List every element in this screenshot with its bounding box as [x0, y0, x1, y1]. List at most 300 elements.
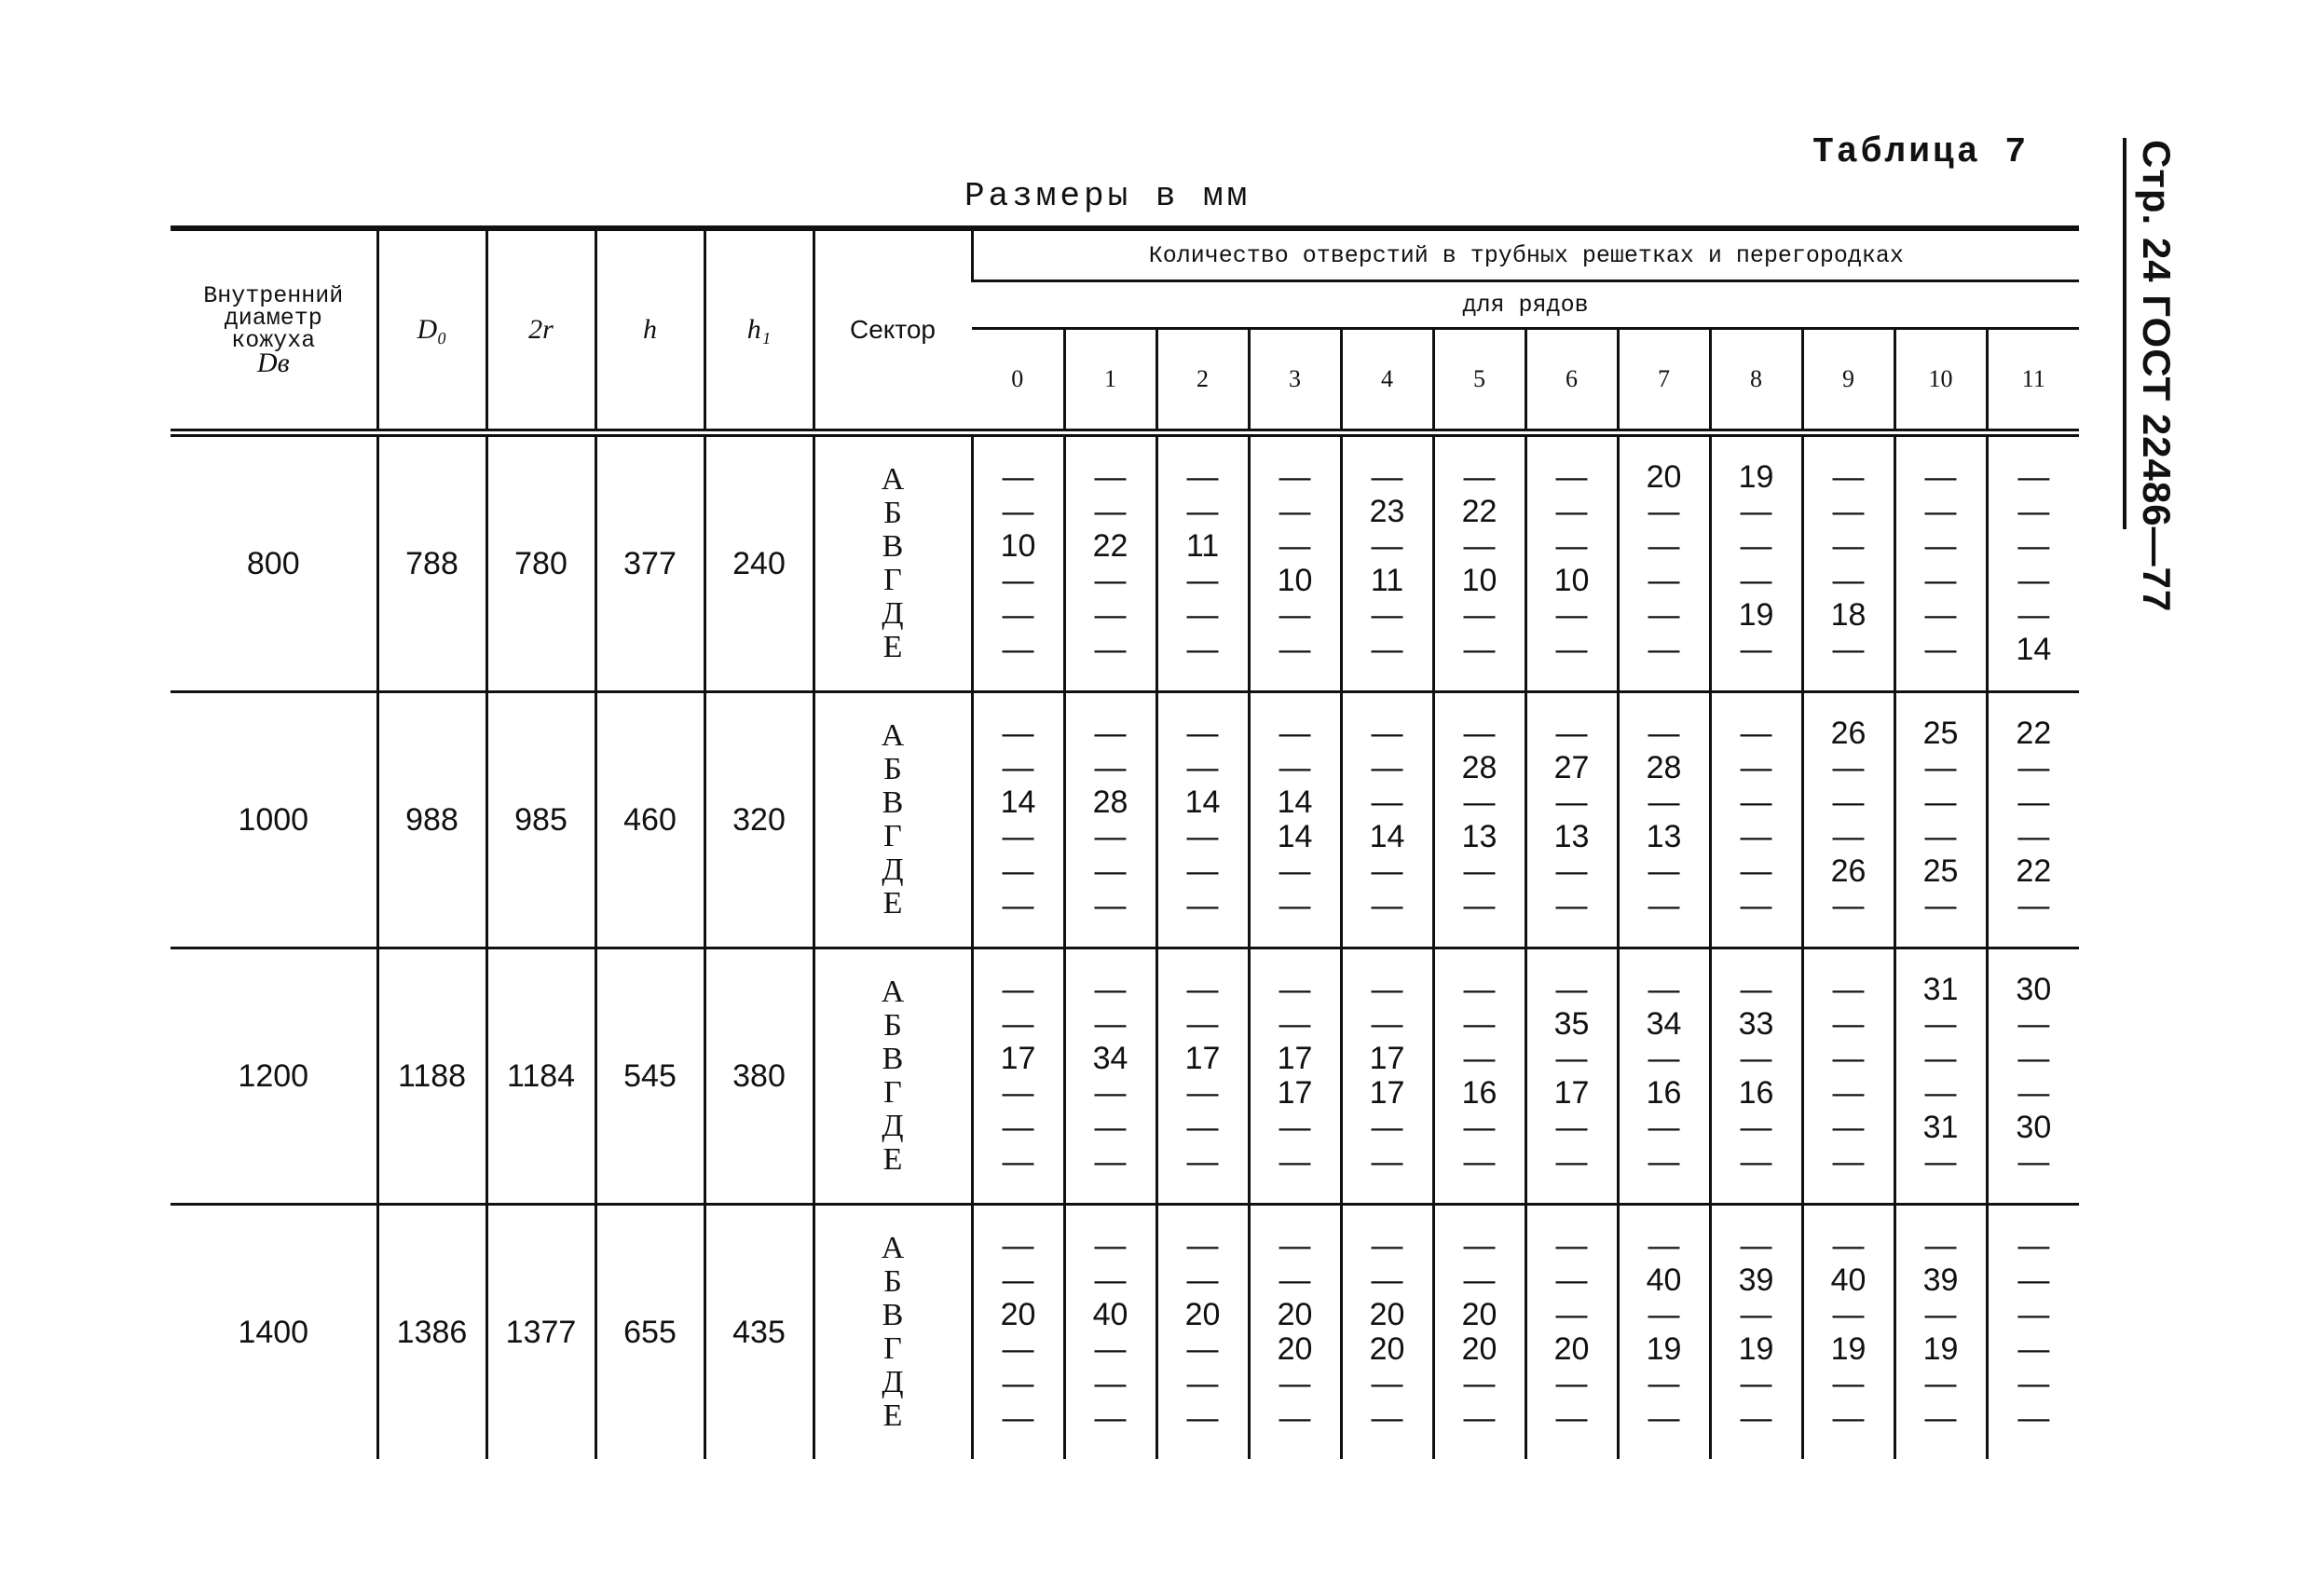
hole-count: —	[1002, 716, 1034, 751]
hole-count: —	[1463, 1262, 1496, 1298]
hole-count: 27	[1553, 750, 1590, 785]
hole-count: —	[1555, 784, 1588, 820]
hole-count: —	[1924, 819, 1957, 854]
sector-letter: Б	[883, 1008, 902, 1043]
hole-count: —	[1002, 1262, 1034, 1298]
hole-count: —	[1555, 716, 1588, 751]
hole-count: —	[1648, 563, 1680, 598]
hole-count: —	[2017, 1041, 2050, 1076]
hole-count: —	[1555, 888, 1588, 923]
hole-count: —	[1740, 563, 1772, 598]
hole-count: —	[1279, 750, 1311, 785]
hole-count: 23	[1369, 494, 1405, 529]
hole-count: —	[1094, 1006, 1127, 1042]
hole-count: 19	[1738, 1331, 1774, 1367]
header-row-number: 7	[1618, 329, 1710, 433]
cell-h1: 240	[704, 433, 814, 692]
page-side-reference: Стр. 24 ГОСТ 22486—77	[2135, 140, 2179, 613]
hole-count: —	[1463, 1041, 1496, 1076]
cell-diameter: 1200	[171, 948, 377, 1205]
header-row-number: 5	[1433, 329, 1525, 433]
hole-count: —	[1279, 1262, 1311, 1298]
hole-count: 20	[1646, 459, 1682, 495]
hole-count: —	[2017, 819, 2050, 854]
header-row-number: 3	[1249, 329, 1341, 433]
cell-holes-row-9	[1802, 1205, 1894, 1460]
hole-count: —	[1371, 459, 1403, 495]
hole-count: —	[1832, 1006, 1865, 1042]
cell-holes-row-1	[1064, 1205, 1156, 1460]
hole-count: —	[1002, 1400, 1034, 1436]
hole-count: —	[1279, 494, 1311, 529]
hole-count: —	[1279, 632, 1311, 667]
hole-count: —	[1002, 1331, 1034, 1367]
hole-count: —	[1186, 819, 1219, 854]
cell-holes-row-1	[1064, 692, 1156, 948]
hole-count: —	[2017, 1006, 2050, 1042]
hole-count: —	[1648, 972, 1680, 1007]
sector-letter: В	[882, 785, 904, 820]
cell-holes-row-11	[1987, 948, 2079, 1205]
sector-letter: Е	[882, 1142, 903, 1177]
hole-count: 31	[1922, 972, 1959, 1007]
hole-count: 19	[1830, 1331, 1867, 1367]
hole-count: —	[1924, 1228, 1957, 1263]
hole-count: —	[1279, 888, 1311, 923]
hole-count: —	[1186, 1110, 1219, 1145]
cell-holes-row-2	[1156, 692, 1249, 948]
cell-holes-row-6	[1525, 692, 1618, 948]
hole-count: 28	[1646, 750, 1682, 785]
hole-count: —	[1740, 1366, 1772, 1401]
header-diameter: Внутренний диаметр кожуха Dв	[171, 228, 377, 433]
cell-holes-row-4	[1341, 692, 1433, 948]
cell-holes-row-2	[1156, 433, 1249, 692]
hole-count: —	[1186, 1228, 1219, 1263]
hole-count: 10	[1277, 563, 1313, 598]
hole-count: 18	[1830, 597, 1867, 633]
cell-holes-row-10	[1894, 692, 1987, 948]
hole-count: —	[1094, 1110, 1127, 1145]
hole-count: —	[1002, 459, 1034, 495]
hole-count: —	[1740, 528, 1772, 564]
hole-count: —	[2017, 1400, 2050, 1436]
hole-count: —	[2017, 784, 2050, 820]
hole-count: —	[1371, 1228, 1403, 1263]
hole-count: —	[1279, 1006, 1311, 1042]
sector-letter: А	[881, 975, 905, 1009]
hole-count: —	[1002, 1075, 1034, 1111]
hole-count: —	[1371, 1262, 1403, 1298]
hole-count: 14	[2016, 632, 2052, 667]
hole-count: —	[1555, 459, 1588, 495]
hole-count: —	[1371, 597, 1403, 633]
hole-count: —	[2017, 1297, 2050, 1332]
hole-count: 26	[1830, 716, 1867, 751]
cell-sector	[814, 692, 972, 948]
hole-count: 39	[1738, 1262, 1774, 1298]
sector-letter: Б	[883, 752, 902, 786]
hole-count: 40	[1646, 1262, 1682, 1298]
header-holes-title: Количество отверстий в трубных решетках и перегородках	[972, 228, 2079, 281]
hole-count: —	[1648, 597, 1680, 633]
hole-count: —	[1371, 853, 1403, 889]
table-header	[171, 228, 2079, 433]
hole-count: —	[1832, 1297, 1865, 1332]
hole-count: —	[1832, 528, 1865, 564]
hole-count: —	[1371, 632, 1403, 667]
hole-count: —	[1094, 597, 1127, 633]
cell-holes-row-5	[1433, 433, 1525, 692]
hole-count: —	[1463, 1110, 1496, 1145]
hole-count: —	[1924, 1366, 1957, 1401]
cell-holes-row-8	[1710, 692, 1802, 948]
cell-holes-row-0	[972, 1205, 1064, 1460]
hole-count: 25	[1922, 853, 1959, 889]
units-label: Размеры в мм	[964, 177, 1251, 215]
hole-count: —	[1094, 972, 1127, 1007]
hole-count: —	[1002, 632, 1034, 667]
hole-count: —	[2017, 888, 2050, 923]
hole-count: —	[1555, 1297, 1588, 1332]
dimensions-table	[171, 225, 2079, 1459]
cell-holes-row-9	[1802, 433, 1894, 692]
header-row-number: 8	[1710, 329, 1802, 433]
hole-count: —	[1832, 1400, 1865, 1436]
hole-count: 11	[1370, 563, 1404, 598]
hole-count: —	[1555, 1144, 1588, 1180]
cell-holes-row-8	[1710, 1205, 1802, 1460]
hole-count: —	[1740, 1297, 1772, 1332]
hole-count: —	[1555, 1041, 1588, 1076]
hole-count: 34	[1092, 1041, 1128, 1076]
hole-count: —	[2017, 1144, 2050, 1180]
hole-count: —	[1094, 853, 1127, 889]
cell-h1: 435	[704, 1205, 814, 1460]
sector-letter: Б	[883, 1264, 902, 1299]
hole-count: —	[1186, 563, 1219, 598]
cell-holes-row-5	[1433, 1205, 1525, 1460]
hole-count: 14	[1277, 784, 1313, 820]
sector-letter: А	[881, 462, 905, 497]
header-d0: D₀	[377, 228, 486, 433]
hole-count: —	[1924, 1297, 1957, 1332]
hole-count: —	[1555, 632, 1588, 667]
hole-count: —	[1371, 528, 1403, 564]
hole-count: 19	[1738, 459, 1774, 495]
cell-holes-row-11	[1987, 1205, 2079, 1460]
hole-count: 17	[1553, 1075, 1590, 1111]
hole-count: 20	[1000, 1297, 1036, 1332]
hole-count: —	[1648, 1041, 1680, 1076]
hole-count: —	[1002, 972, 1034, 1007]
hole-count: —	[1094, 1262, 1127, 1298]
hole-count: —	[1740, 1144, 1772, 1180]
hole-count: —	[1924, 459, 1957, 495]
cell-holes-row-3	[1249, 1205, 1341, 1460]
table-body	[171, 433, 2079, 1460]
hole-count: —	[1186, 716, 1219, 751]
hole-count: —	[1648, 888, 1680, 923]
hole-count: 14	[1000, 784, 1036, 820]
hole-count: 16	[1738, 1075, 1774, 1111]
hole-count: —	[1740, 632, 1772, 667]
hole-count: —	[1832, 972, 1865, 1007]
cell-holes-row-1	[1064, 948, 1156, 1205]
hole-count: 39	[1922, 1262, 1959, 1298]
hole-count: 20	[1277, 1331, 1313, 1367]
table-row	[171, 433, 2079, 692]
cell-holes-row-7	[1618, 692, 1710, 948]
hole-count: 13	[1646, 819, 1682, 854]
hole-count: 26	[1830, 853, 1867, 889]
hole-count: —	[1740, 1228, 1772, 1263]
hole-count: —	[1832, 1366, 1865, 1401]
hole-count: —	[1279, 528, 1311, 564]
hole-count: —	[1740, 750, 1772, 785]
hole-count: —	[1002, 819, 1034, 854]
sector-letter: В	[882, 1042, 904, 1076]
hole-count: —	[1002, 888, 1034, 923]
hole-count: —	[1648, 853, 1680, 889]
sector-letter: Г	[883, 1331, 902, 1366]
hole-count: —	[1279, 853, 1311, 889]
hole-count: —	[1648, 1110, 1680, 1145]
hole-count: —	[1924, 784, 1957, 820]
hole-count: 19	[1738, 597, 1774, 633]
hole-count: —	[1186, 888, 1219, 923]
hole-count: —	[1463, 632, 1496, 667]
hole-count: —	[1832, 750, 1865, 785]
hole-count: —	[2017, 494, 2050, 529]
hole-count: —	[1371, 1006, 1403, 1042]
hole-count: —	[1463, 1144, 1496, 1180]
hole-count: —	[1463, 716, 1496, 751]
hole-count: —	[1924, 888, 1957, 923]
header-sector: Сектор	[814, 228, 972, 433]
cell-holes-row-7	[1618, 433, 1710, 692]
cell-d0: 788	[377, 433, 486, 692]
hole-count: 30	[2016, 972, 2052, 1007]
sector-letter: Д	[882, 853, 904, 887]
cell-h: 545	[595, 948, 704, 1205]
table-row	[171, 692, 2079, 948]
hole-count: —	[1740, 1110, 1772, 1145]
hole-count: —	[1186, 1262, 1219, 1298]
sector-letter: Е	[882, 886, 903, 921]
hole-count: —	[1371, 1144, 1403, 1180]
hole-count: —	[2017, 1228, 2050, 1263]
hole-count: —	[1279, 972, 1311, 1007]
cell-holes-row-0	[972, 948, 1064, 1205]
hole-count: 11	[1185, 528, 1220, 564]
header-row-number: 6	[1525, 329, 1618, 433]
header-row-number: 1	[1064, 329, 1156, 433]
hole-count: 17	[1369, 1041, 1405, 1076]
hole-count: —	[1279, 1400, 1311, 1436]
cell-2r: 1184	[486, 948, 595, 1205]
hole-count: 20	[1461, 1331, 1497, 1367]
cell-diameter: 1400	[171, 1205, 377, 1460]
hole-count: —	[1186, 1075, 1219, 1111]
hole-count: 28	[1092, 784, 1128, 820]
hole-count: —	[1648, 784, 1680, 820]
hole-count: 22	[1461, 494, 1497, 529]
hole-count: —	[1463, 1366, 1496, 1401]
cell-diameter: 800	[171, 433, 377, 692]
cell-holes-row-11	[1987, 692, 2079, 948]
header-row-number: 11	[1987, 329, 2079, 433]
hole-count: —	[1648, 632, 1680, 667]
hole-count: —	[1463, 459, 1496, 495]
hole-count: —	[1924, 1144, 1957, 1180]
hole-count: —	[1094, 1144, 1127, 1180]
hole-count: —	[1279, 716, 1311, 751]
hole-count: 30	[2016, 1110, 2052, 1145]
hole-count: —	[1463, 853, 1496, 889]
hole-count: —	[1555, 528, 1588, 564]
hole-count: 34	[1646, 1006, 1682, 1042]
table-row	[171, 1205, 2079, 1460]
cell-d0: 988	[377, 692, 486, 948]
cell-diameter: 1000	[171, 692, 377, 948]
cell-holes-row-3	[1249, 948, 1341, 1205]
cell-sector	[814, 433, 972, 692]
cell-holes-row-9	[1802, 948, 1894, 1205]
hole-count: —	[2017, 459, 2050, 495]
hole-count: —	[1002, 1006, 1034, 1042]
hole-count: 17	[1277, 1075, 1313, 1111]
header-row-number: 0	[972, 329, 1064, 433]
hole-count: —	[1648, 494, 1680, 529]
hole-count: —	[1279, 1144, 1311, 1180]
hole-count: 20	[1277, 1297, 1313, 1332]
hole-count: —	[2017, 1075, 2050, 1111]
hole-count: —	[1094, 459, 1127, 495]
hole-count: —	[1094, 1331, 1127, 1367]
hole-count: —	[1832, 888, 1865, 923]
hole-count: —	[1371, 888, 1403, 923]
header-row-number: 4	[1341, 329, 1433, 433]
hole-count: —	[1924, 1400, 1957, 1436]
hole-count: —	[1186, 750, 1219, 785]
hole-count: —	[1094, 888, 1127, 923]
hole-count: 16	[1646, 1075, 1682, 1111]
hole-count: 35	[1553, 1006, 1590, 1042]
cell-holes-row-0	[972, 433, 1064, 692]
hole-count: 33	[1738, 1006, 1774, 1042]
hole-count: —	[1002, 1366, 1034, 1401]
hole-count: —	[1463, 784, 1496, 820]
hole-count: 40	[1092, 1297, 1128, 1332]
hole-count: 20	[1369, 1297, 1405, 1332]
hole-count: 17	[1000, 1041, 1036, 1076]
hole-count: —	[1371, 1400, 1403, 1436]
header-row-number: 10	[1894, 329, 1987, 433]
hole-count: —	[1832, 459, 1865, 495]
hole-count: —	[1832, 1110, 1865, 1145]
hole-count: —	[1279, 1110, 1311, 1145]
sector-letter: Д	[882, 1365, 904, 1399]
cell-d0: 1386	[377, 1205, 486, 1460]
sector-letter: Б	[883, 496, 902, 530]
hole-count: —	[1924, 1006, 1957, 1042]
hole-count: 20	[1369, 1331, 1405, 1367]
hole-count: —	[1094, 716, 1127, 751]
cell-d0: 1188	[377, 948, 486, 1205]
hole-count: —	[1186, 1006, 1219, 1042]
header-row-number: 2	[1156, 329, 1249, 433]
hole-count: —	[1924, 597, 1957, 633]
hole-count: —	[1094, 632, 1127, 667]
header-h: h	[595, 228, 704, 433]
hole-count: —	[1740, 853, 1772, 889]
hole-count: —	[1094, 494, 1127, 529]
hole-count: —	[1740, 494, 1772, 529]
cell-holes-row-3	[1249, 433, 1341, 692]
hole-count: 20	[1184, 1297, 1221, 1332]
hole-count: —	[1186, 972, 1219, 1007]
hole-count: —	[1924, 750, 1957, 785]
hole-count: —	[1924, 632, 1957, 667]
hole-count: —	[1186, 459, 1219, 495]
hole-count: 14	[1277, 819, 1313, 854]
cell-holes-row-0	[972, 692, 1064, 948]
hole-count: —	[1002, 1144, 1034, 1180]
hole-count: 20	[1461, 1297, 1497, 1332]
hole-count: —	[1924, 1075, 1957, 1111]
header-2r: 2r	[486, 228, 595, 433]
hole-count: —	[1832, 494, 1865, 529]
hole-count: —	[2017, 750, 2050, 785]
hole-count: —	[1555, 853, 1588, 889]
cell-holes-row-4	[1341, 948, 1433, 1205]
cell-h: 377	[595, 433, 704, 692]
hole-count: —	[1094, 1400, 1127, 1436]
hole-count: —	[1186, 1400, 1219, 1436]
hole-count: —	[1648, 1400, 1680, 1436]
table-label: Таблица 7	[1812, 132, 2030, 172]
hole-count: —	[1463, 597, 1496, 633]
cell-holes-row-10	[1894, 948, 1987, 1205]
hole-count: 13	[1553, 819, 1590, 854]
hole-count: —	[2017, 1262, 2050, 1298]
hole-count: —	[1555, 1400, 1588, 1436]
sector-letter: Г	[883, 563, 902, 597]
hole-count: 16	[1461, 1075, 1497, 1111]
hole-count: —	[1186, 1331, 1219, 1367]
table-row	[171, 948, 2079, 1205]
cell-holes-row-4	[1341, 433, 1433, 692]
hole-count: 25	[1922, 716, 1959, 751]
cell-holes-row-5	[1433, 692, 1525, 948]
sector-letter: В	[882, 529, 904, 564]
hole-count: —	[1094, 1366, 1127, 1401]
hole-count: —	[1002, 853, 1034, 889]
hole-count: —	[1648, 1297, 1680, 1332]
cell-sector	[814, 948, 972, 1205]
cell-holes-row-6	[1525, 433, 1618, 692]
hole-count: —	[1740, 819, 1772, 854]
cell-holes-row-7	[1618, 948, 1710, 1205]
hole-count: 22	[2016, 716, 2052, 751]
hole-count: —	[1648, 1366, 1680, 1401]
cell-h: 655	[595, 1205, 704, 1460]
hole-count: —	[1555, 1110, 1588, 1145]
hole-count: —	[1740, 1041, 1772, 1076]
hole-count: —	[1279, 1228, 1311, 1263]
hole-count: —	[1371, 1366, 1403, 1401]
